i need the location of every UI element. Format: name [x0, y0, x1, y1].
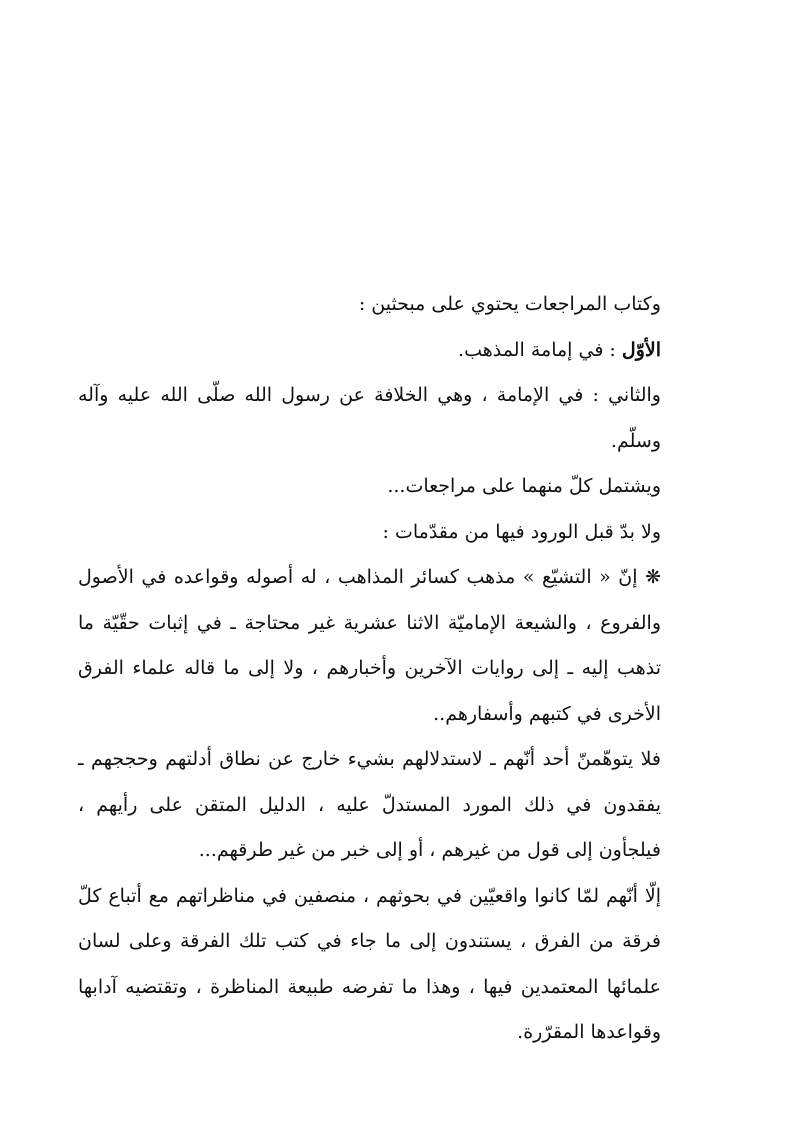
paragraph-no-illusion	[78, 737, 723, 874]
introductions-text: ولا بدّ قبل الورود فيها من مقدّمات :	[382, 520, 661, 543]
body-text	[78, 282, 723, 1056]
paragraph-intro-text: وكتاب المراجعات يحتوي على مبحثين :	[358, 293, 661, 315]
paragraph-intro	[78, 282, 723, 328]
no-illusion-text: فلا يتوهّمنّ أحد أنّهم ـ لاستدلالهم بشيء خارج عن نطاق أدلتهم وحججهم ـ يفقدون في ذلك المورد المستدلّ عليه ، الدليل المتقن على رأيهم ، فيلجأون إلى قول من غيرهم ، أو إلى خبر من غير طرقهم...	[78, 748, 661, 861]
shiism-text: ❋ إنّ « التشيّع » مذهب كسائر المذاهب ، له أصوله وقواعده في الأصول والفروع ، والشيعة الإماميّة الاثنا عشرية غير محتاجة ـ في إثبات حقّيّة ما تذهب إليه ـ إلى روايات الآخرين وأخبارهم ، ولا إلى ما قاله علماء الفرق الأخرى في كتبهم وأسفارهم..	[78, 566, 661, 725]
paragraph-first-topic	[78, 328, 723, 374]
paragraph-second-topic	[78, 373, 723, 464]
first-topic-lead: الأوّل	[621, 338, 661, 361]
realism-text: إلّا أنّهم لمّا كانوا واقعيّين في بحوثهم ، منصفين في مناظراتهم مع أتباع كلّ فرقة من الفرق ، يستندون إلى ما جاء في كتب تلك الفرقة وعلى لسان علمائها المعتمدين فيها ، وهذا ما تفرضه طبيعة المناظرة ، وتقتضيه آدابها وقواعدها المقرّرة.	[78, 884, 661, 1043]
paragraph-contents	[78, 464, 723, 510]
paragraph-shiism	[78, 555, 723, 737]
paragraph-introductions	[78, 510, 723, 556]
first-topic-text: : في إمامة المذهب.	[458, 338, 622, 361]
second-topic-text: والثاني : في الإمامة ، وهي الخلافة عن رسول الله صلّى الله عليه وآله وسلّم.	[78, 384, 661, 452]
paragraph-realism	[78, 874, 723, 1056]
contents-text: ويشتمل كلّ منهما على مراجعات...	[387, 475, 661, 497]
